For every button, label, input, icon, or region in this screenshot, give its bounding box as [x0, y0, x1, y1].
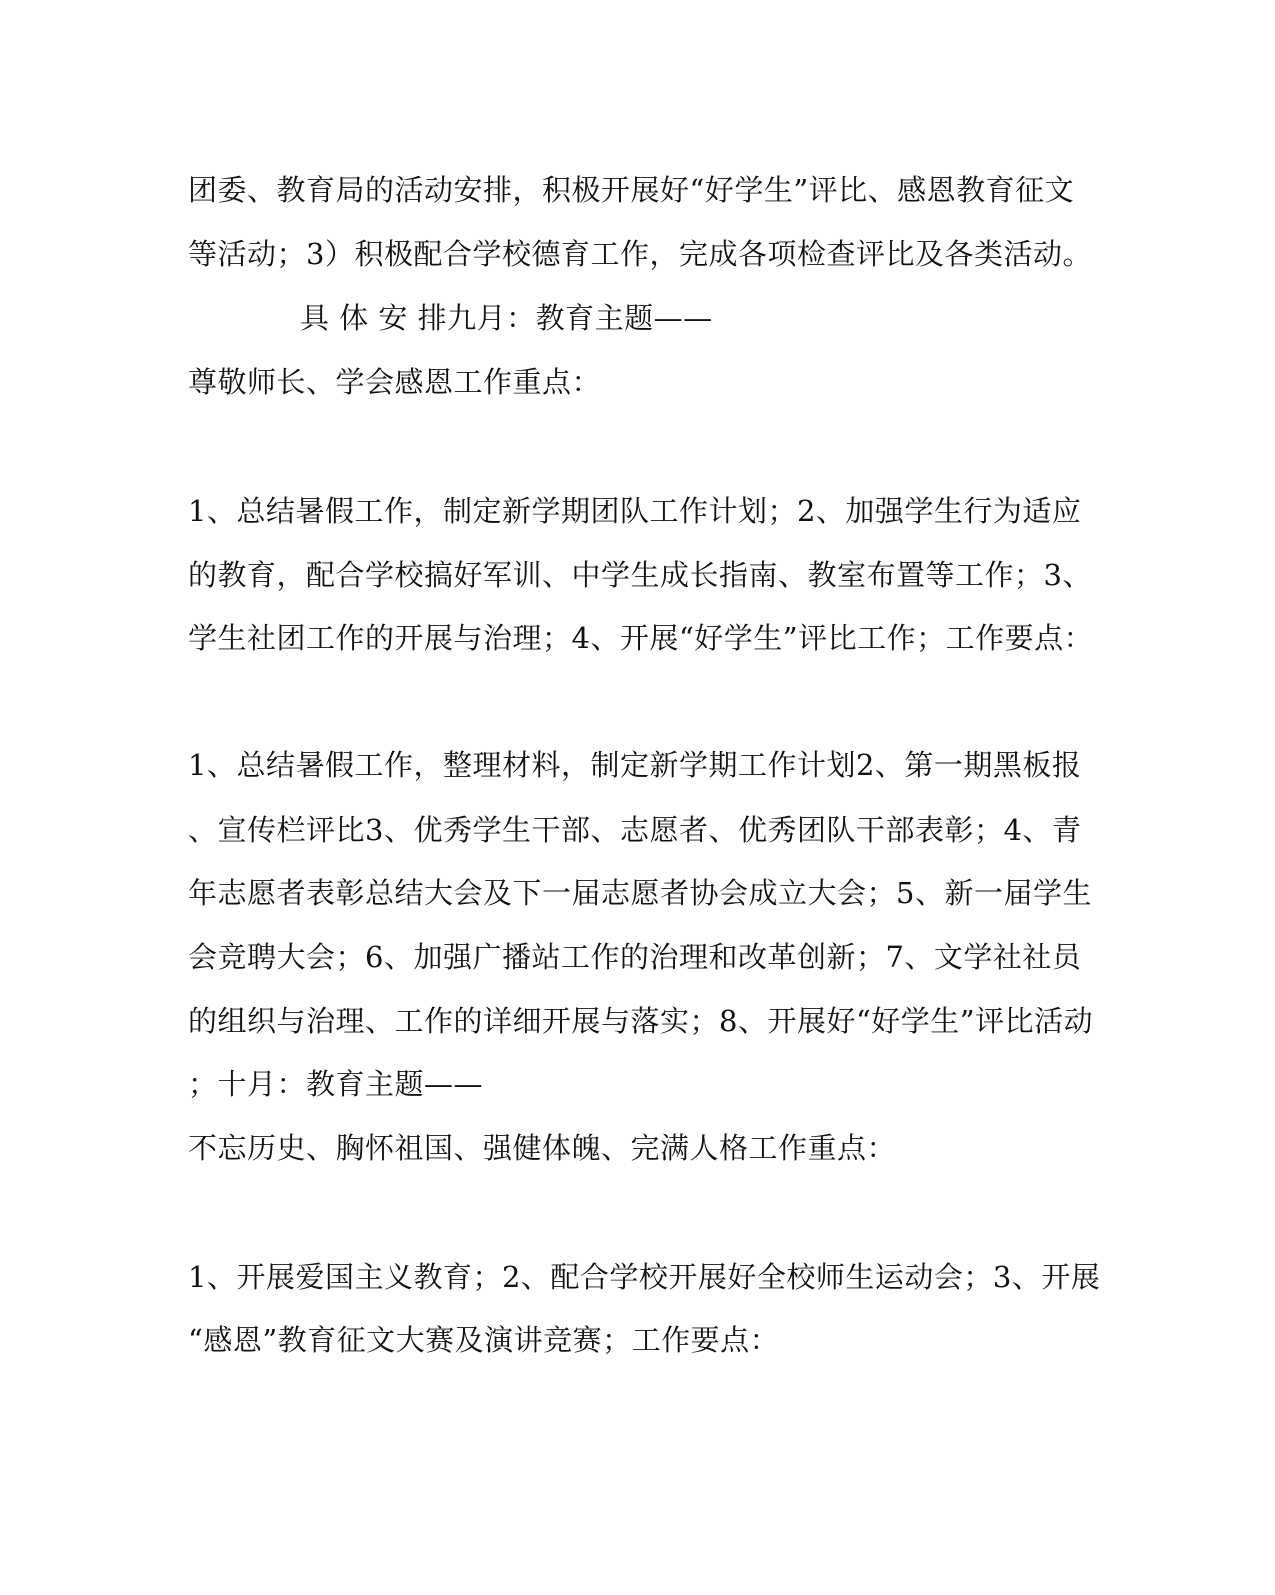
- text-line: ；十月：教育主题——: [188, 1067, 484, 1101]
- text-line: 团委、教育局的活动安排，积极开展好“好学生”评比、感恩教育征文: [188, 173, 1075, 207]
- text-line: 、宣传栏评比3、优秀学生干部、志愿者、优秀团队干部表彰；4、青: [188, 813, 1082, 847]
- text-line: 1、总结暑假工作，整理材料，制定新学期工作计划2、第一期黑板报: [188, 748, 1082, 782]
- text-line: 会竞聘大会；6、加强广播站工作的治理和改革创新；7、文学社社员: [188, 940, 1082, 974]
- text-line: 不忘历史、胸怀祖国、强健体魄、完满人格工作重点：: [188, 1131, 897, 1165]
- text-line: 等活动；3）积极配合学校德育工作，完成各项检查评比及各类活动。: [188, 237, 1092, 271]
- text-line: 的教育，配合学校搞好军训、中学生成长指南、教室布置等工作；3、: [188, 558, 1092, 592]
- text-line: 年志愿者表彰总结大会及下一届志愿者协会成立大会；5、新一届学生: [188, 876, 1092, 910]
- text-line: 具 体 安 排九月：教育主题——: [300, 301, 713, 335]
- text-line: 学生社团工作的开展与治理；4、开展“好学生”评比工作；工作要点：: [188, 621, 1094, 655]
- text-line: “感恩”教育征文大赛及演讲竞赛；工作要点：: [188, 1323, 780, 1357]
- text-line: 1、开展爱国主义教育；2、配合学校开展好全校师生运动会；3、开展: [188, 1260, 1101, 1294]
- text-line: 尊敬师长、学会感恩工作重点：: [188, 365, 602, 399]
- text-line: 1、总结暑假工作，制定新学期团队工作计划；2、加强学生行为适应: [188, 494, 1082, 528]
- text-line: 的组织与治理、工作的详细开展与落实；8、开展好“好学生”评比活动: [188, 1004, 1094, 1038]
